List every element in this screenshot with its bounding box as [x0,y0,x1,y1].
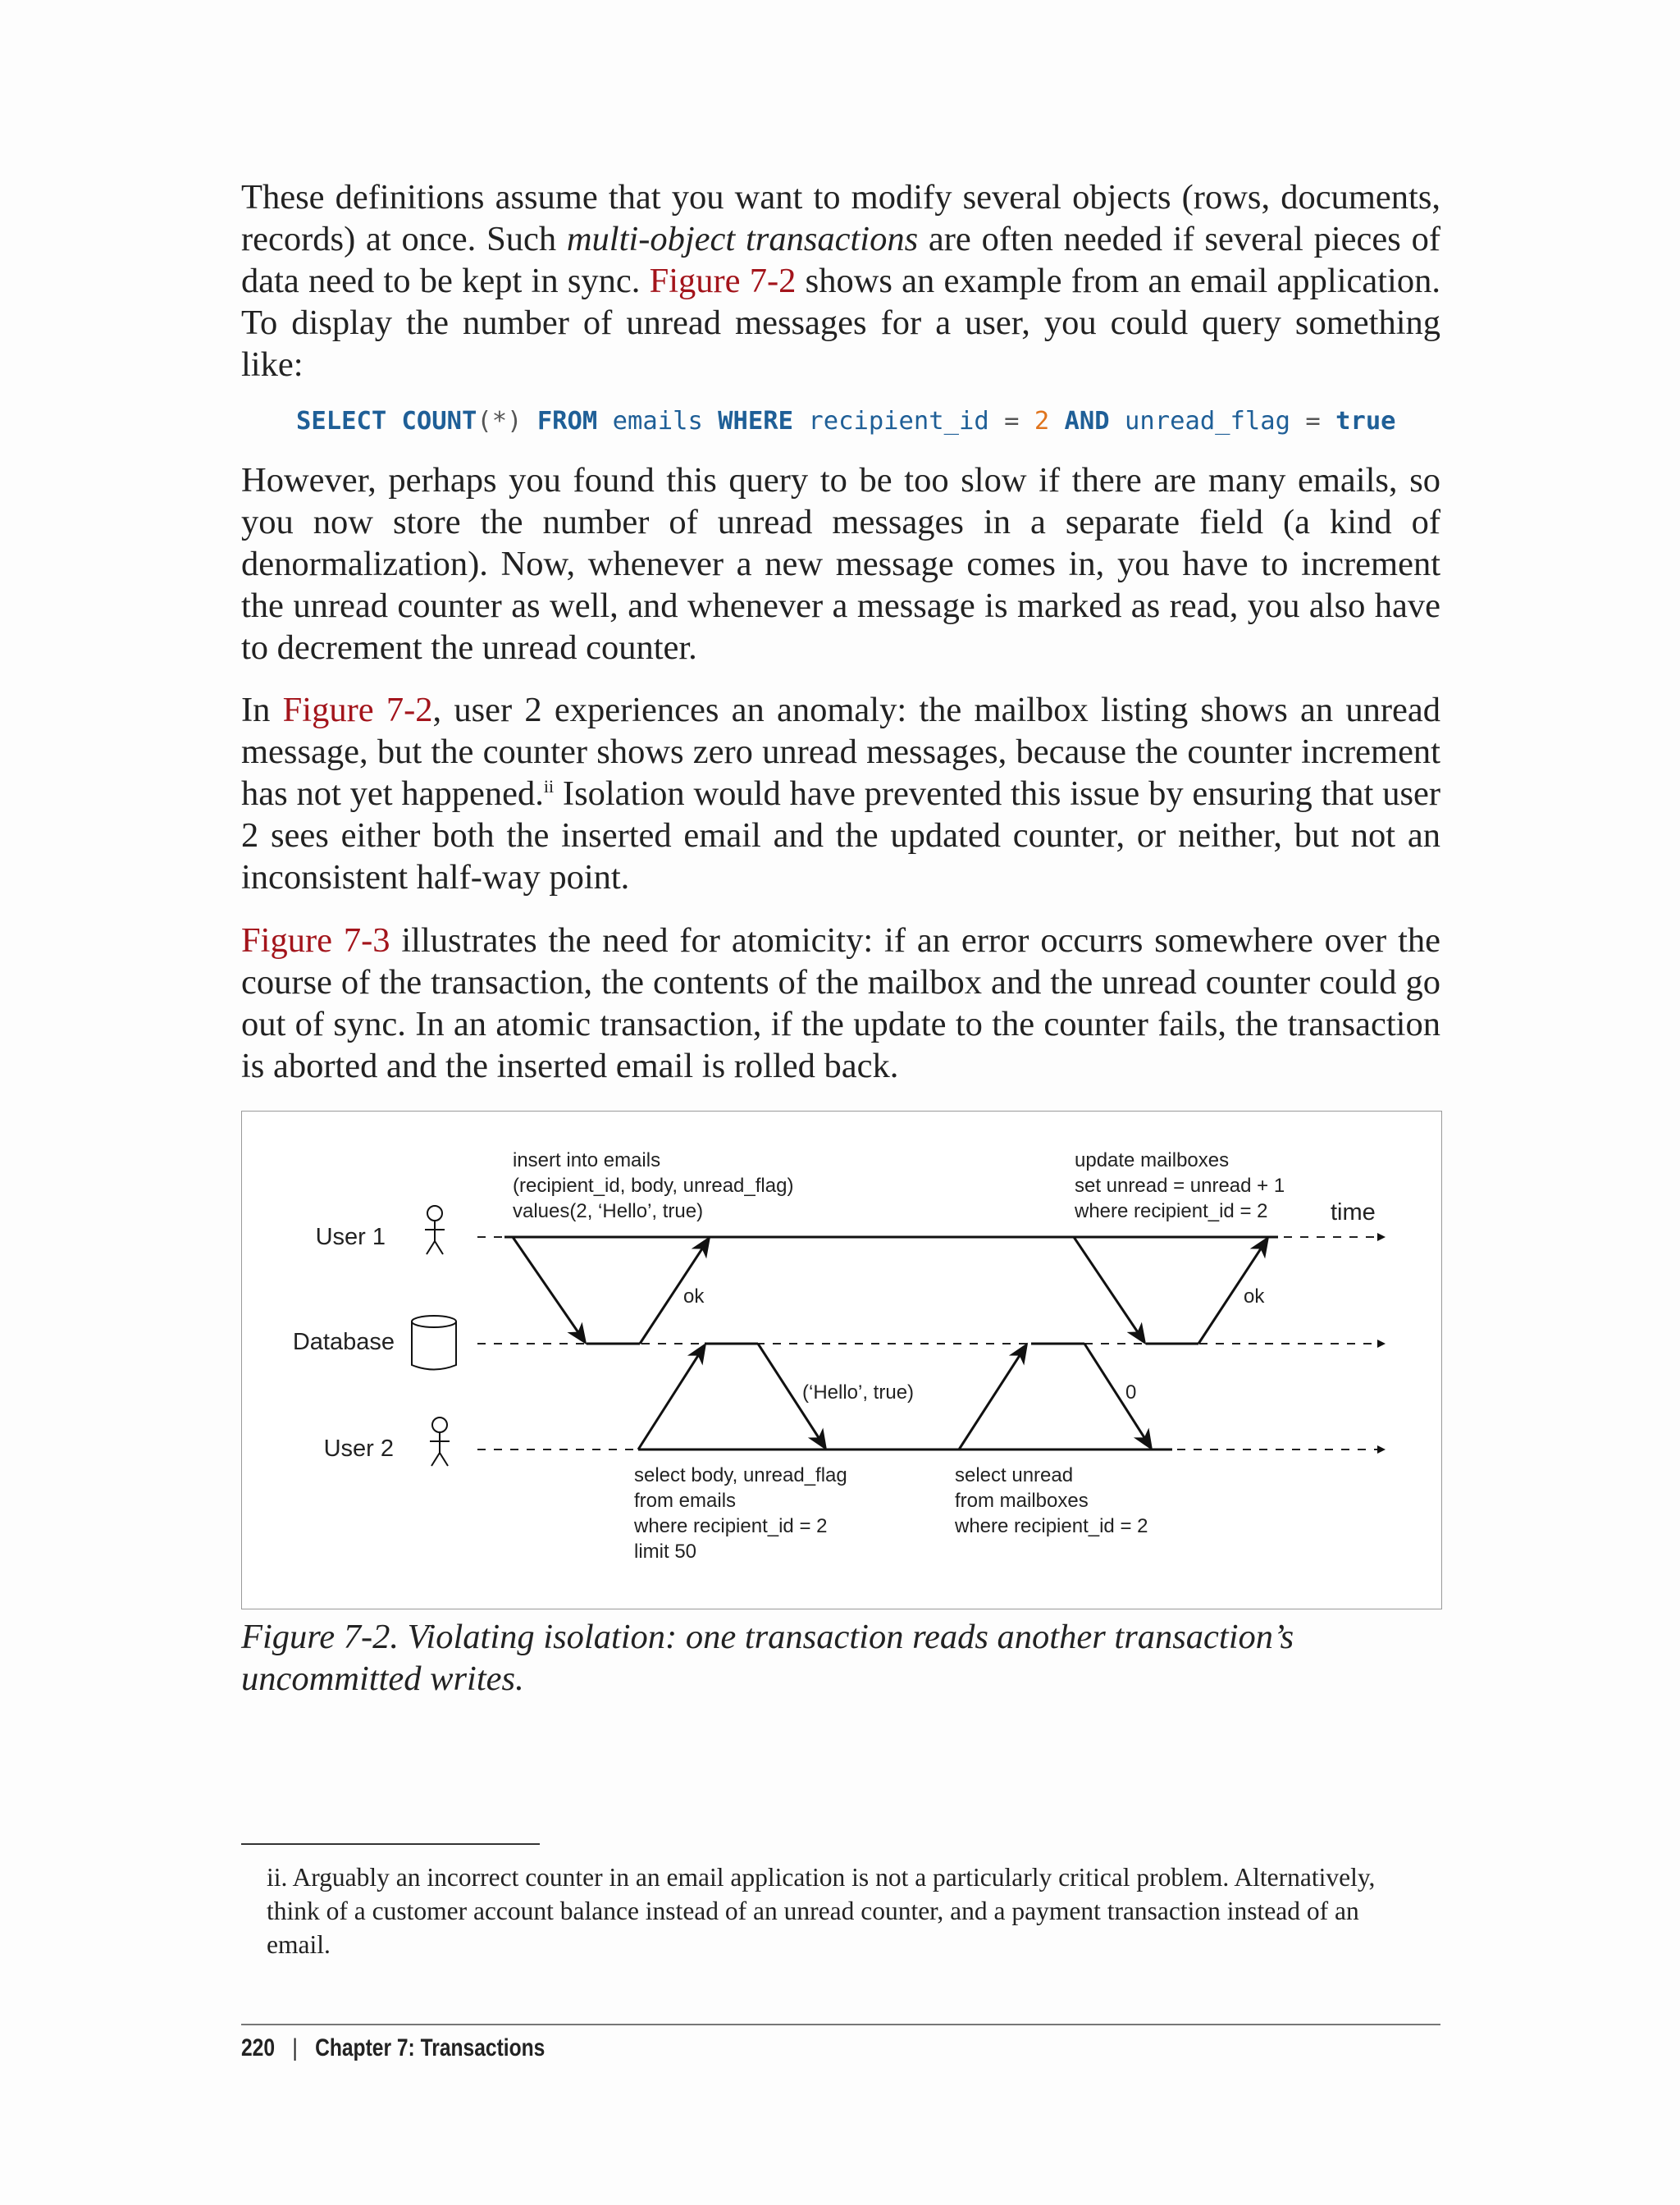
u1-update-line1: update mailboxes [1075,1149,1230,1171]
insert-request-arrow [513,1237,585,1342]
paragraph-1: These definitions assume that you want to modify several objects (rows, documents, records) at once. Such multi-object transactions are often needed if several pieces of data need to be kept in sync. Figure 7-2 shows an example from an email application. To display the number of unread messages for a user, you could query something like: [241,178,1440,384]
footer-divider [241,2024,1440,2025]
database-icon [412,1316,456,1370]
figure-7-3-link[interactable]: Figure 7-3 [241,921,390,960]
u2-select2-line1: select unread [955,1464,1074,1486]
u2-select1-line4: limit 50 [634,1541,697,1563]
time-axis-label: time [1331,1199,1376,1226]
ok-label-1: ok [683,1285,705,1308]
result-zero-label: 0 [1125,1381,1137,1404]
actor-user2-label: User 2 [323,1436,394,1462]
u1-insert-line3: values(2, ‘Hello’, true) [513,1200,704,1222]
user2-person-icon [430,1418,450,1466]
paragraph-2: However, perhaps you found this query to be too slow if there are many emails, so you now store the number of unread messages in a separate field (a kind of denormalization). Now, whenever a new message comes in, you have to increment the unread counter as well, and whenever a message is marked as read, you also have to decrement the unread counter. [241,461,1440,667]
user1-person-icon [425,1206,445,1254]
select-unread-arrow [959,1345,1026,1449]
chapter-title: Chapter 7: Transactions [315,2034,546,2061]
u1-update-line3: where recipient_id = 2 [1075,1200,1268,1222]
u2-select2-line2: from mailboxes [955,1490,1089,1512]
u2-select1-line3: where recipient_id = 2 [634,1515,828,1537]
select-unread-result-arrow [1084,1344,1151,1448]
u2-select1-line1: select body, unread_flag [634,1464,847,1486]
figure-caption: Figure 7-2. Violating isolation: one transaction reads another transaction’s uncommitted writes. [241,1618,1294,1698]
actor-database-label: Database [292,1329,395,1355]
emphasis-term: multi-object transactions [566,220,919,258]
paragraph-4: Figure 7-3 illustrates the need for atomicity: if an error occurrs somewhere over the course of the transaction, the contents of the mailbox and the unread counter could go out of sync. In an atomic transaction, if the update to the counter fails, the transaction is aborted and the inserted email is rolled back. [241,921,1440,1085]
figure-7-2-link[interactable]: Figure 7-2 [649,262,797,300]
page-footer [241,2034,545,2062]
footnote-marker[interactable]: ii [543,775,555,797]
sql-query-code: SELECT COUNT(*) FROM emails WHERE recipient_id = 2 AND unread_flag = true [296,407,1396,436]
footnote-ii: ii. Arguably an incorrect counter in an email application is not a particularly critical problem. Alternatively, think of a customer account balance instead of an unread counter, and a payment transaction instead of an email. [267,1863,1376,1959]
result-hello-label: (‘Hello’, true) [802,1381,915,1404]
footer-separator: | [292,2034,298,2061]
figure-7-2 [241,1111,1442,1609]
ok-label-2: ok [1244,1285,1265,1308]
paragraph-3: In Figure 7-2, user 2 experiences an anomaly: the mailbox listing shows an unread message, but the counter shows zero unread messages, because the counter increment has not yet happened.$^{ii}$ Isolation would have prevented this issue by ensuring that user 2 sees either both the inserted email and the updated counter, or neither, but not an inconsistent half-way point. [241,691,1440,897]
update-request-arrow [1074,1237,1144,1342]
u2-select1-line2: from emails [634,1490,737,1512]
u2-select2-line3: where recipient_id = 2 [955,1515,1148,1537]
select-emails-arrow [638,1345,705,1449]
actor-user1-label: User 1 [315,1224,386,1250]
footnote-divider [241,1843,540,1845]
figure-7-2-link[interactable]: Figure 7-2 [282,691,433,729]
u1-update-line2: set unread = unread + 1 [1075,1175,1285,1197]
u1-insert-line2: (recipient_id, body, unread_flag) [513,1175,794,1197]
u1-insert-line1: insert into emails [513,1149,661,1171]
page-number: 220 [241,2034,276,2061]
